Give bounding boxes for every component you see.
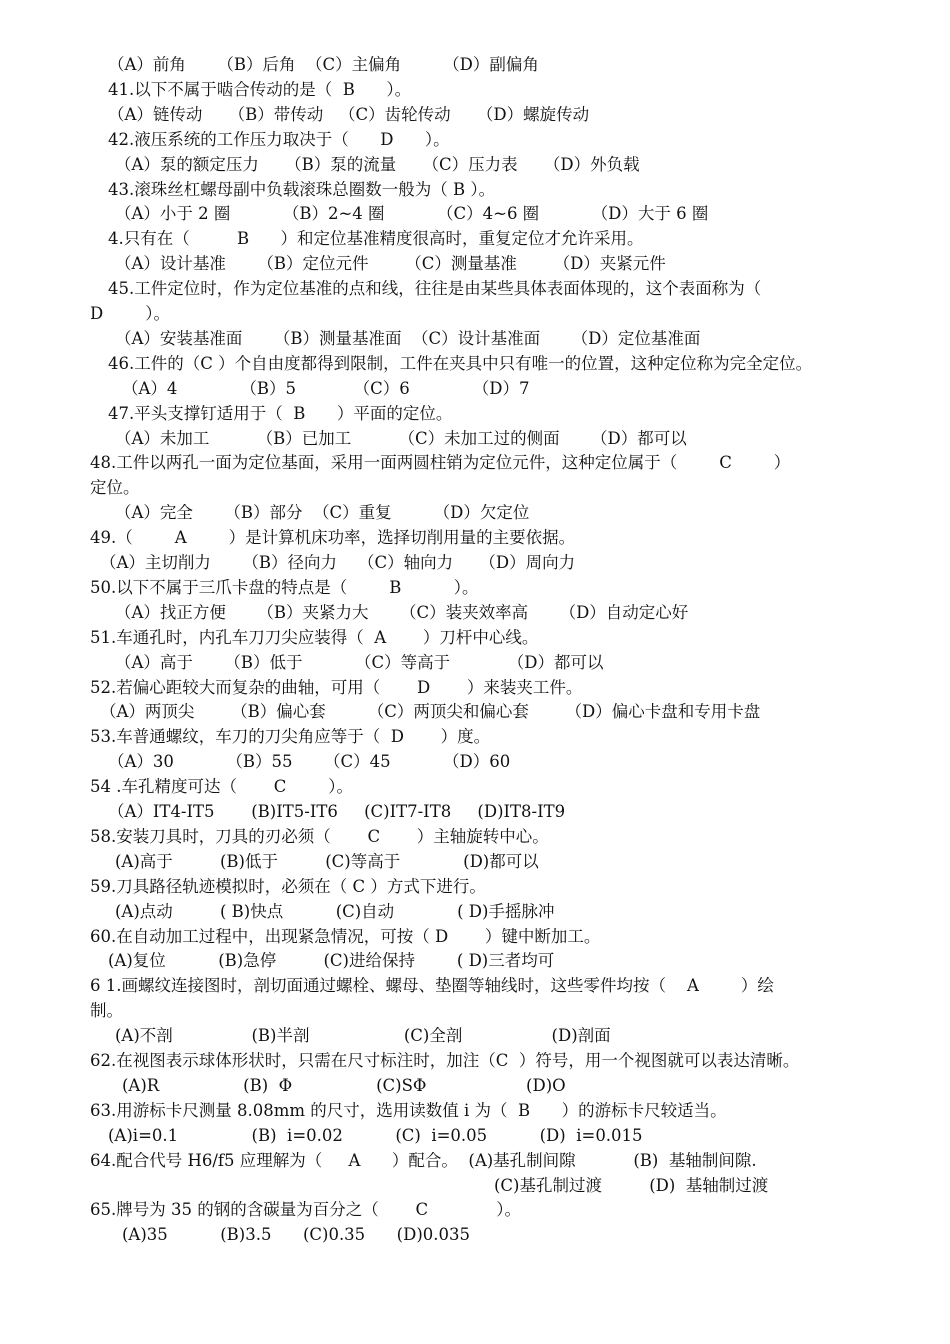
text-line: （A）泵的额定压力 （B）泵的流量 （C）压力表 （D）外负载 [115, 154, 640, 174]
text-line: 65.牌号为 35 的钢的含碳量为百分之（ C ）。 [90, 1200, 521, 1220]
text-line: 62.在视图表示球体形状时，只需在尺寸标注时，加注（C ）符号，用一个视图就可以表达清晰。 [90, 1051, 800, 1070]
text-line: （A）IT4-IT5 (B)IT5-IT6 (C)IT7-IT8 (D)IT8-IT9 [108, 802, 566, 821]
text-line: （A）主切削力 （B）径向力 （C）轴向力 （D）周向力 [100, 553, 576, 572]
text-line: (A)点动 ( B)快点 (C)自动 ( D)手摇脉冲 [115, 901, 555, 921]
text-line: （A）设计基准 （B）定位元件 （C）测量基准 （D）夹紧元件 [115, 254, 666, 274]
text-line: （A）未加工 （B）已加工 （C）未加工过的侧面 （D）都可以 [115, 428, 687, 448]
text-line: 58.安装刀具时，刀具的刃必须（ C ）主轴旋转中心。 [90, 826, 549, 846]
text-line: （A）完全 （B）部分 （C）重复 （D）欠定位 [115, 503, 530, 523]
text-line: 60.在自动加工过程中，出现紧急情况，可按（ D ）键中断加工。 [90, 926, 601, 946]
text-line: 49.（ A ）是计算机床功率，选择切削用量的主要依据。 [90, 528, 576, 548]
text-line: 定位。 [90, 478, 140, 498]
text-line: （A）4 （B）5 （C）6 （D）7 [122, 378, 530, 398]
text-line: 4.只有在（ B ）和定位基准精度很高时，重复定位才允许采用。 [108, 229, 644, 249]
text-line: 54 .车孔精度可达（ C ）。 [90, 777, 354, 797]
text-line: 52.若偏心距较大而复杂的曲轴，可用（ D ）来装夹工件。 [90, 677, 583, 697]
text-line: (C)基孔制过渡 (D) 基轴制过渡 [494, 1175, 769, 1195]
text-line: （A）前角 （B）后角 （C）主偏角 （D）副偏角 [108, 55, 539, 74]
text-line: （A）安装基准面 （B）测量基准面 （C）设计基准面 （D）定位基准面 [115, 328, 701, 348]
text-line: 51.车通孔时，内孔车刀刀尖应装得（ A ）刀杆中心线。 [90, 627, 539, 647]
text-line: (A)R (B) Φ (C)SΦ (D)O [122, 1075, 566, 1095]
text-line: 63.用游标卡尺测量 8.08mm 的尺寸，选用读数值 i 为（ B ）的游标卡尺较适当。 [90, 1100, 727, 1120]
text-line: （A）30 （B）55 （C）45 （D）60 [108, 752, 511, 772]
text-line: (A)复位 (B)急停 (C)进给保持 ( D)三者均可 [108, 951, 555, 971]
text-line: 41.以下不属于啮合传动的是（ B ）。 [108, 79, 412, 99]
text-line: 45.工件定位时，作为定位基准的点和线，往往是由某些具体表面体现的，这个表面称为（ [108, 279, 762, 299]
text-line: （A）小于 2 圈 （B）2~4 圈 （C）4~6 圈 （D）大于 6 圈 [115, 204, 709, 224]
text-line: 53.车普通螺纹，车刀的刀尖角应等于（ D ）度。 [90, 727, 491, 747]
text-line: 50.以下不属于三爪卡盘的特点是（ B ）。 [90, 577, 479, 597]
text-line: (A)高于 (B)低于 (C)等高于 (D)都可以 [115, 851, 539, 871]
text-line: 47.平头支撑钉适用于（ B ）平面的定位。 [108, 403, 453, 423]
text-line: (A)35 (B)3.5 (C)0.35 (D)0.035 [122, 1225, 470, 1245]
text-line: 48.工件以两孔一面为定位基面，采用一面两圆柱销为定位元件，这种定位属于（ C ） [90, 453, 791, 473]
text-line: D ）。 [90, 304, 170, 323]
text-line: 42.液压系统的工作压力取决于（ D ）。 [108, 129, 450, 149]
text-line: (A)i=0.1 (B) i=0.02 (C) i=0.05 (D) i=0.015 [108, 1125, 643, 1145]
text-line: （A）高于 （B）低于 （C）等高于 （D）都可以 [115, 652, 604, 672]
text-line: （A）链传动 （B）带传动 （C）齿轮传动 （D）螺旋传动 [108, 104, 590, 124]
text-line: 制。 [90, 1001, 123, 1021]
text-line: （A）两顶尖 （B）偏心套 （C）两顶尖和偏心套 （D）偏心卡盘和专用卡盘 [100, 702, 761, 722]
text-line: 43.滚珠丝杠螺母副中负载滚珠总圈数一般为（ B ）。 [108, 179, 496, 199]
text-line: （A）找正方便 （B）夹紧力大 （C）装夹效率高 （D）自动定心好 [115, 602, 689, 622]
text-line: 6 1.画螺纹连接图时，剖切面通过螺栓、螺母、垫圈等轴线时，这些零件均按（ A ）绘 [90, 976, 774, 996]
text-line: 59.刀具路径轨迹模拟时，必须在（ C ）方式下进行。 [90, 876, 486, 896]
text-line: 64.配合代号 H6/f5 应理解为（ A ）配合。 (A)基孔制间隙 (B) 基轴制间隙. [90, 1150, 757, 1170]
text-line: (A)不剖 (B)半剖 (C)全剖 (D)剖面 [115, 1026, 611, 1046]
text-line: 46.工件的（C ）个自由度都得到限制，工件在夹具中只有唯一的位置，这种定位称为完全定位。 [108, 353, 813, 373]
